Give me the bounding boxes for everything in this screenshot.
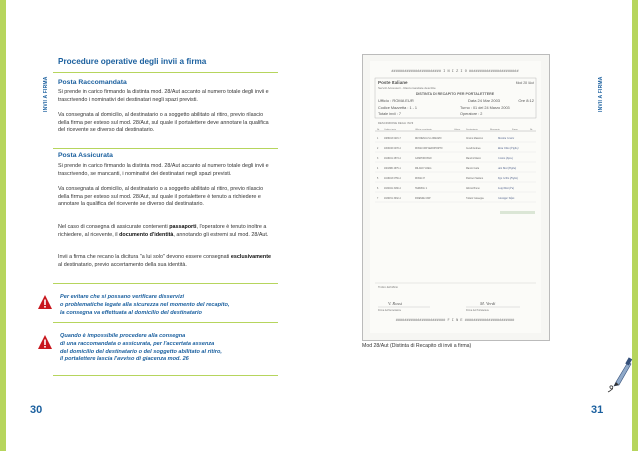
doc-company: Poste Italiane (378, 80, 408, 85)
doc-sign1-label: Firma dell'Accettatore (378, 309, 402, 312)
doc-cell: Ego Grillo (Figlio) (498, 177, 518, 180)
subhead-assicurata: Posta Assicurata (58, 152, 113, 159)
doc-cell: 6 (377, 188, 379, 190)
pen-illustration (606, 356, 634, 394)
doc-cell: Ann Bosi (Figlia) (498, 167, 517, 170)
doc-cell: Cerelli Andrea (466, 148, 481, 150)
doc-cell: 1946161 2573-4 (384, 158, 401, 160)
warning-2-line-2: di una raccomandata o assicurata, per l'accertata assenza (60, 340, 215, 347)
doc-office: Ufficio : ROMA EUR (378, 98, 414, 103)
doc-cell: Rosa Olmo (Figlio) (498, 147, 519, 150)
doc-col-valore: Valore (454, 129, 461, 131)
page-number-right: 31 (591, 404, 604, 416)
doc-form-name: Mod 28 /Aut (515, 81, 534, 85)
doc-col-dest: Destinatario (466, 129, 478, 131)
warning-1-line-3: la consegna va effettuata al domicilio del destinatario (60, 309, 202, 316)
doc-cell: TERMOLI 1 (415, 188, 428, 190)
doc-cell: 3 (377, 158, 379, 160)
assicurata-p1: Si prende in carico firmando la distinta mod. 28/Aut accanto al numero totale degli invii e trascrivendo, se mancanti, i nominativi dei destinatari negli spazi previsti. (58, 163, 269, 177)
assicurata-p2: Va consegnata al domicilio, al destinatario o a soggetto abilitato al ritiro, previo rilascio della firma per esteso sul mod. 28/Aut, sul quale il portalettere è tenuto a richiedere e annotare la qualifica del ricevente se diverso dal destinatario. (58, 186, 264, 208)
doc-totale: Totale invii : 7 (378, 112, 402, 116)
doc-cell: MILANO V.REG (415, 168, 432, 170)
doc-descr: DESCRIZIONE DEGLI INVII (378, 121, 414, 125)
doc-title: DISTINTA DI RECAPITO PER PORTALETTERE (415, 92, 495, 96)
doc-cell: Bussina Cesare (498, 137, 515, 140)
warning-bottom-rule (53, 375, 278, 376)
warning-1-line-2: o problematiche legate alla sicurezza nel momento del recapito, (60, 301, 230, 308)
doc-col-nr2: Nr. (530, 129, 533, 131)
doc-col-nr: Nr (377, 129, 380, 131)
doc-sign1: V. Rossi (388, 301, 403, 306)
doc-cell: 7 (377, 198, 379, 200)
doc-header: ####################### I N I Z I O ####################### (391, 70, 519, 74)
section-divider (53, 148, 278, 149)
warning-2-line-3: del domicilio del destinatario o del soggetto abilitato al ritiro, (60, 348, 222, 355)
right-page (319, 0, 638, 451)
doc-footer: ####################### F I N E ####################### (395, 319, 515, 323)
doc-cell: Cosmo (Spos.) (498, 157, 514, 160)
left-edge-bar (0, 0, 6, 451)
doc-cell: RM RIESCA S.LORENZO (415, 138, 442, 140)
page-number-left: 30 (30, 404, 43, 416)
doc-turno: Turno : 01 del 24 Marzo 2003 (460, 106, 510, 110)
warning-2-line-1: Quando è impossibile procedere alla consegna (60, 333, 186, 339)
doc-cell: Patrineri Stefano (466, 178, 484, 180)
doc-cell: 1986163 0215-7 (384, 138, 401, 140)
doc-cell: Mancini Marco (466, 158, 481, 160)
left-side-tab-label: INVII A FIRMA (43, 76, 49, 112)
doc-cell: 1 (377, 138, 379, 140)
doc-cell: Cimino Massimo (466, 138, 483, 140)
doc-col-ric: Ricevente (490, 129, 500, 131)
raccomandata-p1: Si prende in carico firmando la distinta mod. 28/Aut accanto al numero totale degli invii e trascrivendo i nominativi dei destinatari negli spazi previsti. (58, 89, 269, 103)
doc-col-code: Codice invio (384, 129, 396, 131)
assicurata-p3: Nel caso di consegna di assicurate contenenti passaporti, l'operatore è tenuto inoltre a richiedere, al ricevente, il documento d'identità, annotando gli estremi sul mod. 28/Aut. (58, 224, 269, 238)
doc-cell: 1930151 3032-4 (384, 198, 401, 200)
doc-cell: 1063166 0478-4 (384, 148, 401, 150)
warning-icon (37, 334, 53, 350)
warning-text-1 (60, 294, 229, 317)
assicurata-p4: Invii a firma che recano la dicitura "a lui solo" devono essere consegnati esclusivamente al destinatario, previo accertamento della sua identità. (58, 254, 271, 268)
doc-company-sub: Servizi Accessori - Raccomandate descritte (378, 86, 436, 90)
doc-cell: 2 (377, 148, 379, 150)
doc-time: Ore 8:12 (518, 98, 534, 103)
warning-mid-rule (53, 322, 278, 323)
doc-operatore: Operatore : 2 (460, 112, 483, 116)
warning-2-line-4: il portalettere lascia l'avviso di giacenza mod. 26 (60, 356, 189, 363)
doc-cell: Manzo Carla (466, 168, 480, 170)
doc-col-firma: Firma (512, 129, 518, 131)
doc-codice: Codice Mazzetta : 1 - 1 (378, 106, 418, 110)
doc-cell: CAMPOROSSO (415, 158, 432, 160)
doc-cell: Tufaniz Giuseppe (466, 198, 484, 200)
warning-top-rule (53, 283, 278, 284)
section-title: Procedure operative degli invii a firma (58, 57, 207, 66)
subhead-raccomandata: Posta Raccomandata (58, 79, 127, 86)
doc-cell: FIRENZE CMP (415, 198, 431, 200)
doc-cell: 1046163 0756-4 (384, 178, 401, 180)
document-caption: Mod 28/Aut (Distinta di Recapito di invii a firma) (362, 343, 472, 349)
title-rule (53, 72, 278, 73)
doc-cell: 4 (377, 168, 379, 170)
distinta-paper (370, 61, 541, 333)
warning-1-line-1: Per evitare che si possano verificare disservizi (60, 294, 185, 300)
distinta-document-image (362, 54, 550, 341)
doc-cell: Giuseppe Tufan (498, 197, 515, 200)
raccomandata-p2: Va consegnata al domicilio, al destinatario o a soggetto abilitato al ritiro, previo rilascio della firma per esteso sul mod. 28/Aut, sul quale il portalettere deve annotare la qualifica del ricevente se diverso dal destinatario. (58, 112, 269, 134)
warning-text-2 (60, 333, 222, 364)
doc-cell: 5 (377, 178, 379, 180)
doc-cell: ROMA CMP AEROPORTO (415, 148, 443, 150)
doc-date: Data 24 Mar 2003 (468, 98, 501, 103)
doc-col-ufficio: Ufficio accettante (415, 129, 432, 131)
doc-cell: ROMA 47 (415, 178, 425, 180)
doc-cell: 1901880 4675-1 (384, 168, 401, 170)
doc-cell: Luigi Bosi (Fa) (498, 187, 514, 190)
doc-sign2: M. Verdi (480, 301, 496, 306)
right-side-tab (591, 62, 604, 112)
right-side-tab-label: INVII A FIRMA (598, 76, 604, 112)
doc-sign2-label: Firma del Portalettere (466, 309, 489, 312)
left-side-tab (36, 62, 49, 112)
doc-timbro: Timbro dell'ufficio (378, 286, 398, 289)
warning-icon (37, 294, 53, 310)
doc-cell: 1934041 3180-4 (384, 188, 401, 190)
doc-cell: Alfonsi Bruno (466, 188, 480, 190)
